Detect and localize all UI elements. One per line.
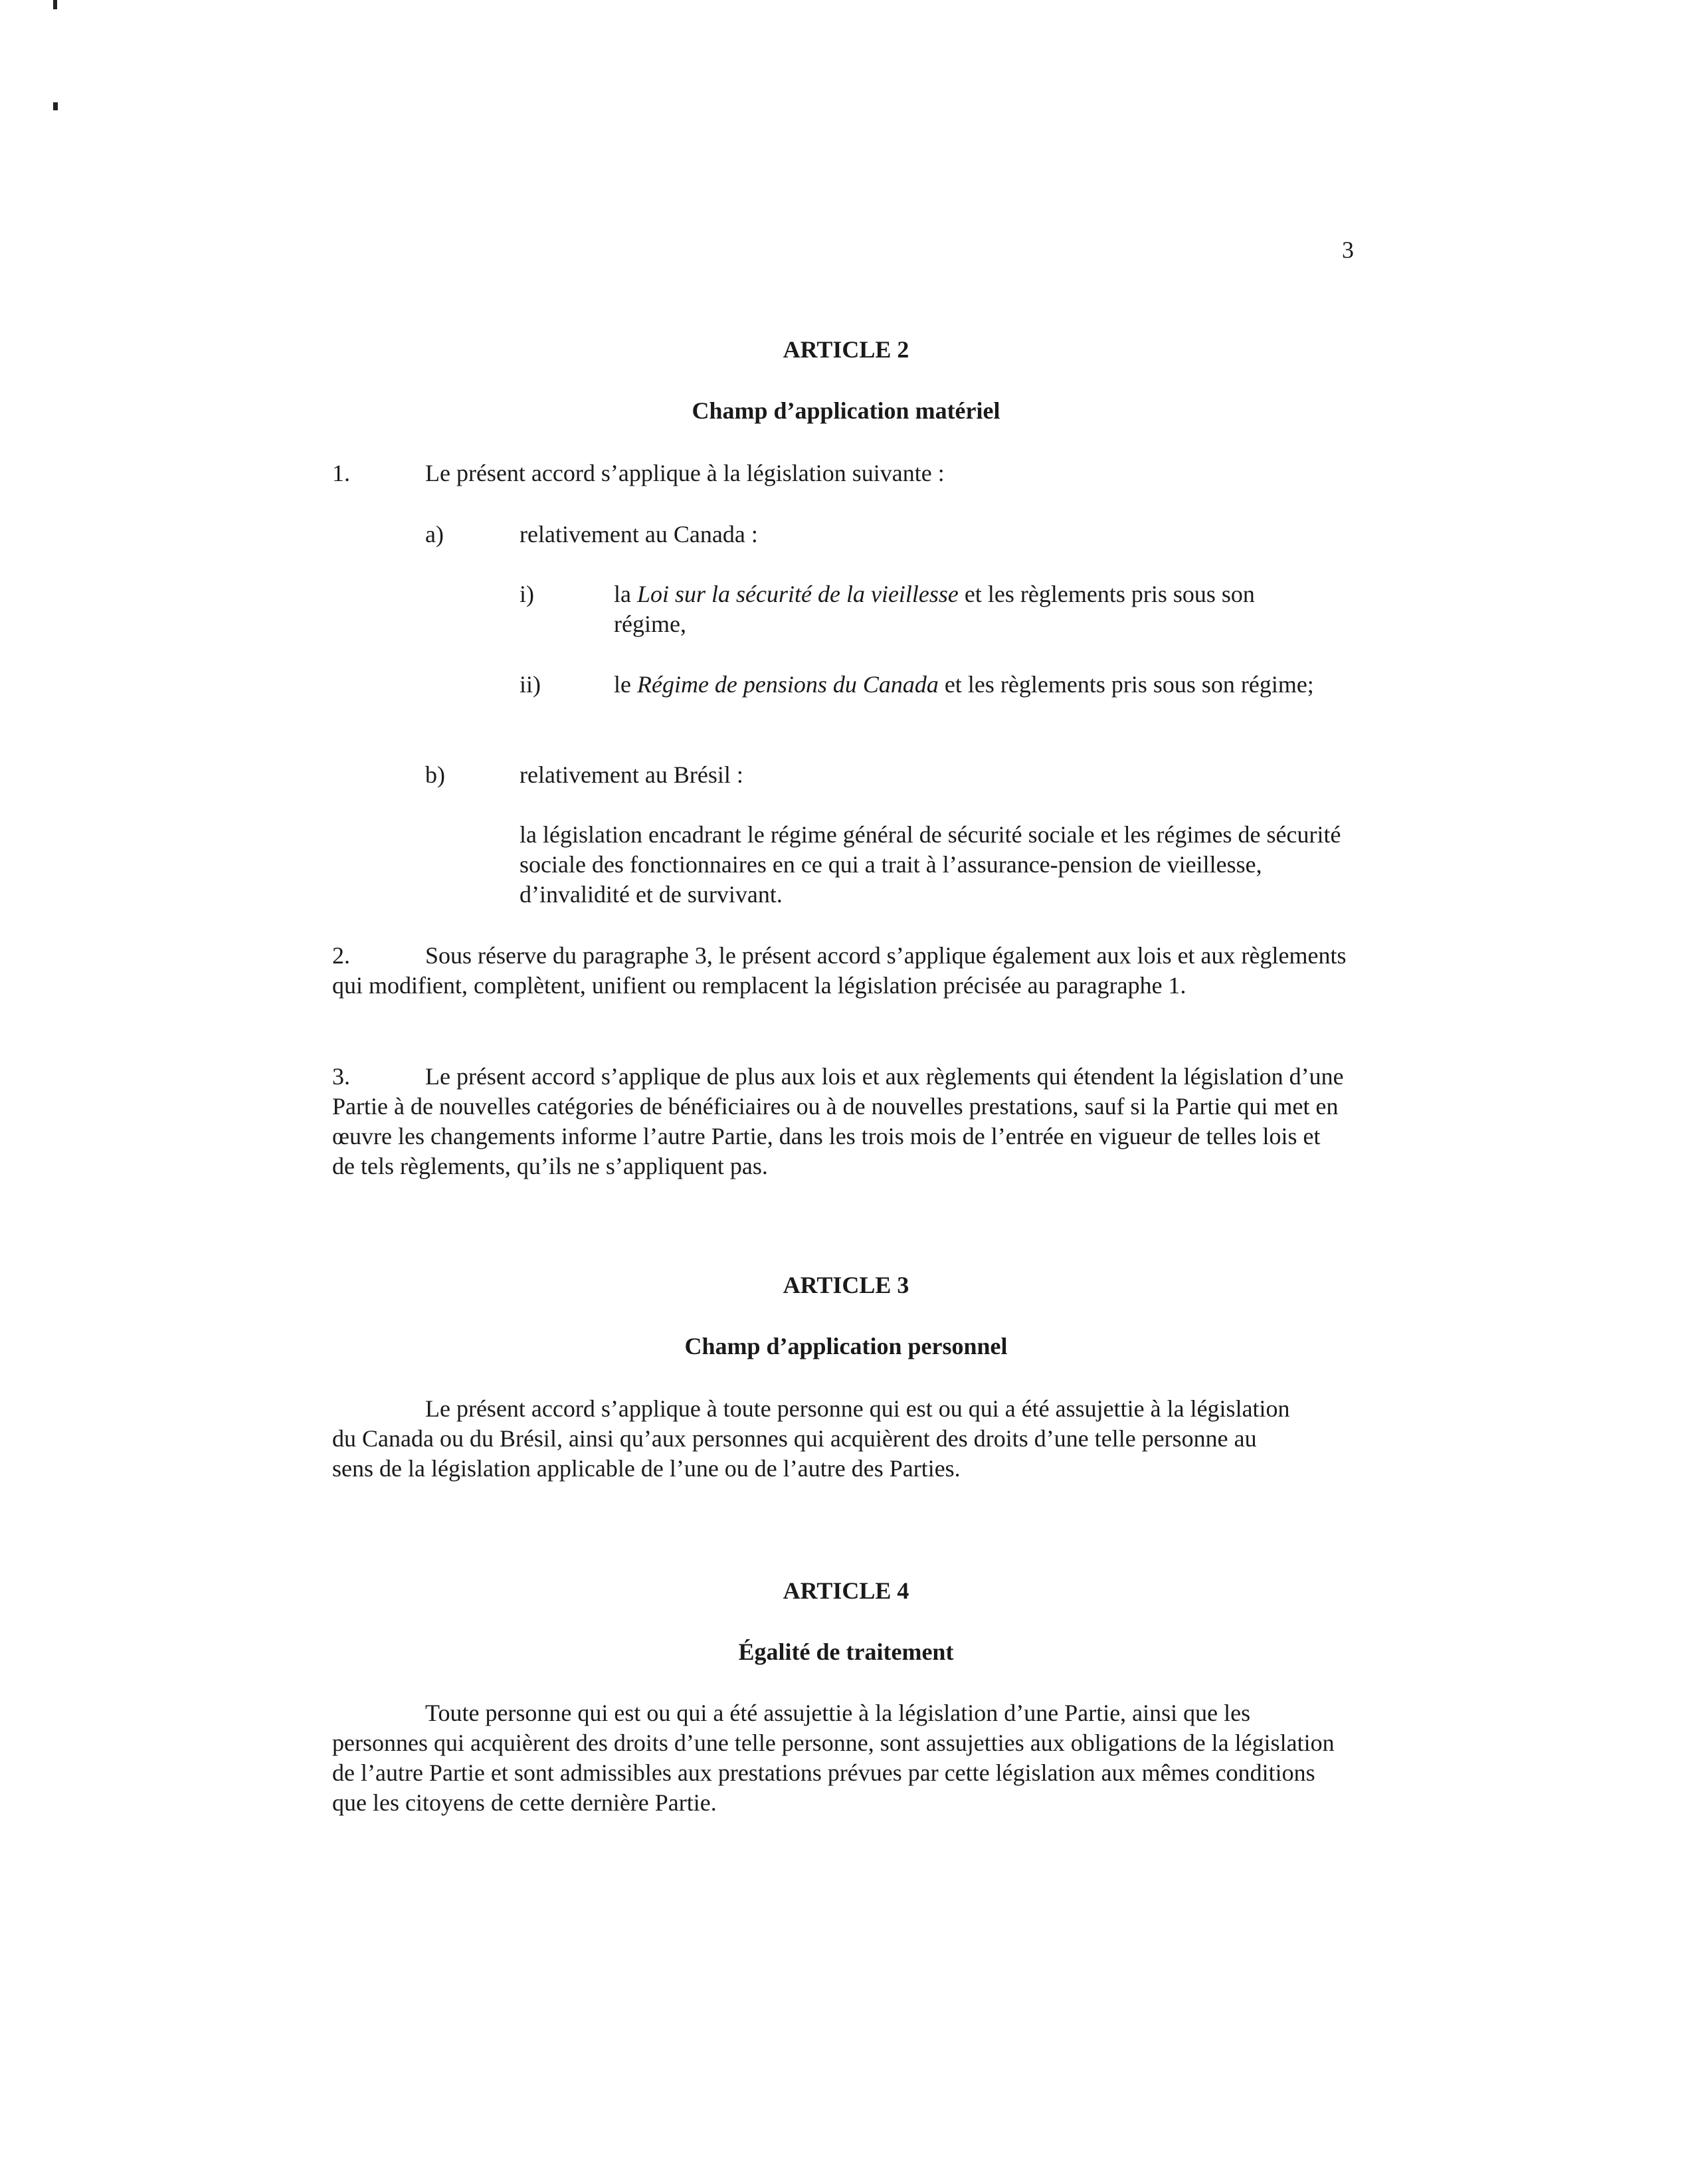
- item-b-text: relativement au Brésil :: [519, 761, 743, 788]
- item-i-italic: Loi sur la sécurité de la vieillesse: [636, 581, 959, 607]
- item-ii-italic: Régime de pensions du Canada: [636, 671, 939, 698]
- item-i-post: et les règlements pris sous son régime,: [614, 581, 1255, 637]
- article-2-title: ARTICLE 2: [783, 336, 909, 363]
- item-ii-post: et les règlements pris sous son régime;: [938, 671, 1314, 698]
- article-4-subtitle: Égalité de traitement: [738, 1638, 954, 1665]
- article-4-text: Toute personne qui est ou qui a été assujettie à la législation d’une Partie, ainsi que les personnes qui acquièrent des droits d’une telle personne, sont assujetties aux obligations de la législation de l’autre Partie et sont admissibles aux prestations prévues par cette législation aux mêmes conditions que les citoyens de cette dernière Partie.: [332, 1700, 1335, 1816]
- item-ii-label: ii): [519, 671, 541, 698]
- page-number: 3: [1342, 237, 1354, 263]
- paragraph-3-text: Le présent accord s’applique de plus aux lois et aux règlements qui étendent la législation d’une Partie à de nouvelles catégories de bénéficiaires ou à de nouvelles prestations, sauf si la Partie qui met en œuvre les changements informe l’autre Partie, dans les trois mois de l’entrée en vigueur de telles lois et de tels règlements, qu’ils ne s’appliquent pas.: [332, 1063, 1344, 1179]
- item-a-label: a): [425, 521, 444, 547]
- paragraph-2-text: Sous réserve du paragraphe 3, le présent accord s’applique également aux lois et aux règlements qui modifient, complètent, unifient ou remplacent la législation précisée au paragraphe 1.: [332, 942, 1347, 999]
- item-b-label: b): [425, 761, 445, 788]
- item-ii-text: [614, 670, 1331, 700]
- item-i-label: i): [519, 581, 534, 607]
- item-i-text: [614, 579, 1331, 639]
- paragraph-2: [332, 941, 1349, 1001]
- item-a-text: relativement au Canada :: [519, 521, 758, 547]
- paragraph-1-number: 1.: [332, 460, 350, 486]
- paragraph-1-text: Le présent accord s’applique à la législation suivante :: [425, 460, 945, 486]
- paragraph-2-number: 2.: [332, 942, 350, 969]
- scan-speck-mark: [53, 102, 58, 110]
- article-3-title: ARTICLE 3: [783, 1272, 909, 1298]
- scan-speck-top: [53, 0, 57, 9]
- item-i-pre: la: [614, 581, 637, 607]
- article-3-text: Le présent accord s’applique à toute personne qui est ou qui a été assujettie à la législation du Canada ou du Brésil, ainsi qu’aux personnes qui acquièrent des droits d’une telle personne au sens de la législation applicable de l’une ou de l’autre des Parties.: [332, 1395, 1290, 1482]
- paragraph-3-number: 3.: [332, 1063, 350, 1090]
- article-4-title: ARTICLE 4: [783, 1577, 909, 1604]
- paragraph-3: [332, 1062, 1349, 1181]
- item-ii-pre: le: [614, 671, 637, 698]
- article-3-subtitle: Champ d’application personnel: [684, 1333, 1008, 1359]
- item-b-body: la législation encadrant le régime général de sécurité sociale et les régimes de sécurité sociale des fonctionnaires en ce qui a trait à l’assurance-pension de vieillesse, d’invalidité et de survivant.: [519, 821, 1341, 908]
- article-2-subtitle: Champ d’application matériel: [692, 397, 1000, 424]
